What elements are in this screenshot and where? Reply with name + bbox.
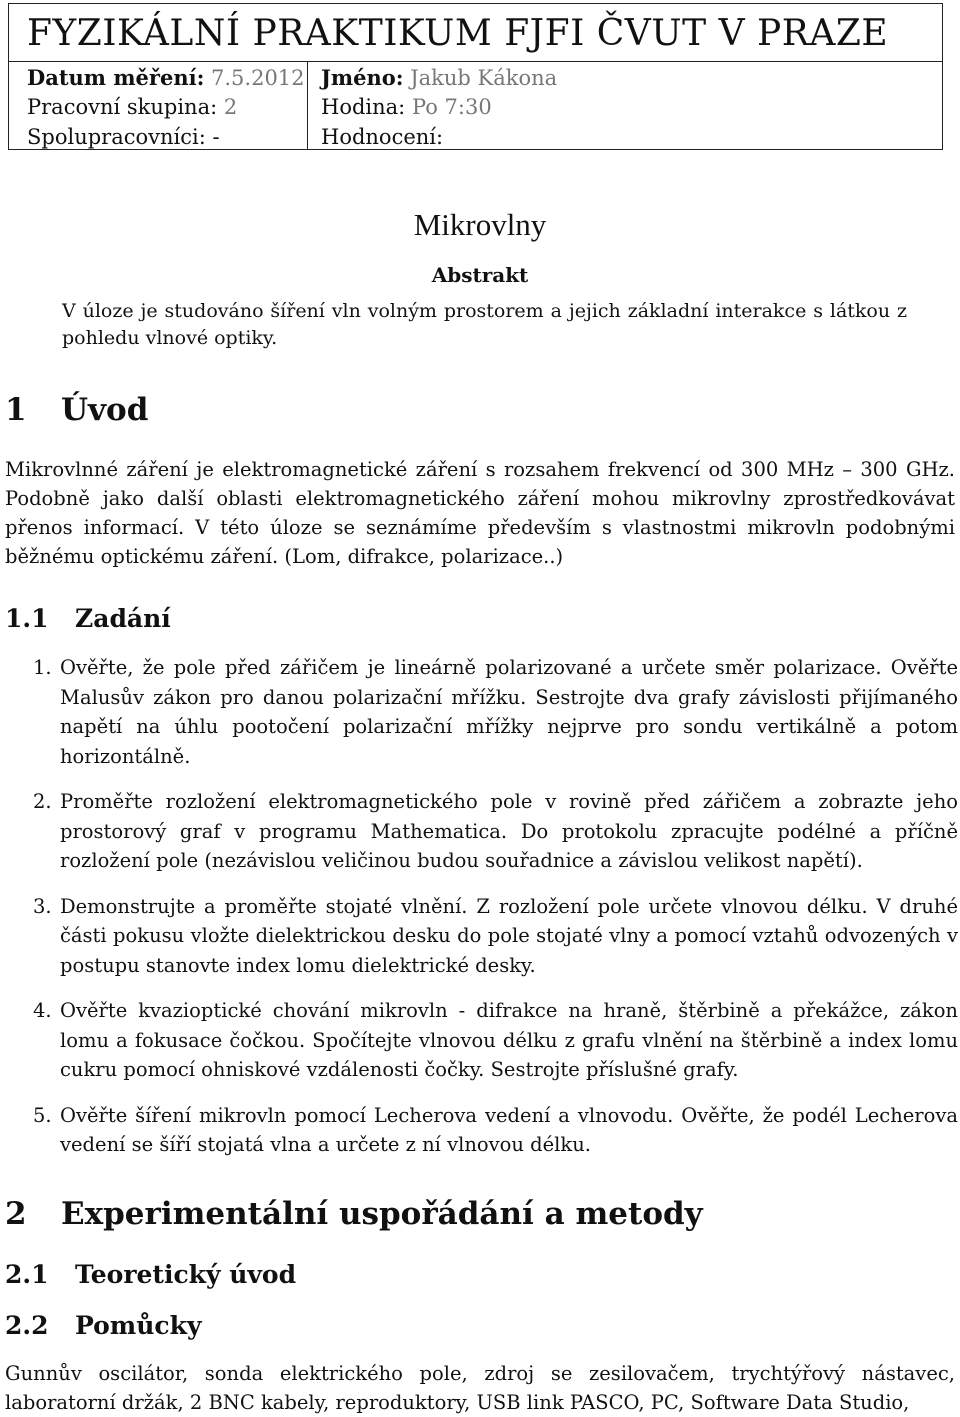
list-item-text: Ověřte kvazioptické chování mikrovln - difrakce na hraně, štěrbině a překážce, zákon lomu a fokusace čočkou. Spočítejte vlnovou délku z grafu vlnění na štěrbině a index lomu cukru pomocí ohniskové vzdálenosti čočky. Sestrojte příslušné grafy. [60, 999, 958, 1081]
section-number: 2.2 [5, 1311, 49, 1340]
section-2-heading [5, 1196, 703, 1232]
list-item-text: Demonstrujte a proměřte stojaté vlnění. Z rozložení pole určete vlnovou délku. V druhé části pokusu vložte dielektrickou desku do pole stojaté vlny a pomocí vztahů odvozených v postupu stanovte index lomu dielektrické desky. [60, 894, 958, 977]
rating-cell [321, 125, 443, 150]
list-item [0, 892, 958, 981]
list-item [0, 996, 958, 1085]
section-number: 1.1 [5, 604, 49, 633]
group-value: 2 [223, 95, 238, 119]
section-1-1-heading [5, 604, 171, 633]
list-item-text: Ověřte, že pole před zářičem je lineárně polarizované a určete směr polarizace. Ověřte Malusův zákon pro danou polarizační mřížku. Sestrojte dva grafy závislosti přijímaného napětí na úhlu pootočení polarizační mřížky nejprve pro sondu vertikálně a potom horizontálně. [60, 656, 958, 768]
rating-label: Hodnocení: [321, 125, 444, 149]
section-title: Zadání [75, 604, 171, 633]
date-value: 7.5.2012 [211, 66, 305, 90]
list-item [0, 653, 958, 771]
divider [307, 61, 308, 149]
section-title: Úvod [61, 392, 149, 428]
section-title: Pomůcky [75, 1311, 202, 1340]
coworkers-label: Spolupracovníci: [27, 125, 206, 149]
list-item [0, 787, 958, 876]
hour-cell [321, 95, 492, 120]
task-list [0, 653, 958, 1176]
abstract-heading: Abstrakt [431, 263, 529, 287]
date-label: Datum měření: [27, 65, 205, 90]
divider [9, 61, 942, 62]
abstract-text: V úloze je studováno šíření vln volným prostorem a jejich základní interakce s látkou z pohledu vlnové optiky. [62, 300, 907, 349]
section-2-2-heading [5, 1311, 202, 1340]
list-item [0, 1101, 958, 1160]
list-item-number: 2. [33, 790, 52, 813]
list-item-number: 5. [33, 1103, 52, 1127]
section-number: 2.1 [5, 1260, 49, 1289]
section-1-heading [5, 392, 148, 428]
section-title: Experimentální uspořádání a metody [61, 1196, 703, 1232]
section-1-text: Mikrovlnné záření je elektromagnetické záření s rozsahem frekvencí od 300 MHz – 300 GHz. Podobně jako další oblasti elektromagnetického záření mohou mikrovlny zprostředkovávat přenos informací. V této úloze se seznámíme především s vlastnostmi mikrovln podobnými běžnému optickému záření. (Lom, difrakce, polarizace..) [5, 458, 955, 568]
hour-label: Hodina: [321, 95, 406, 119]
list-item-text: Proměřte rozložení elektromagnetického pole v rovině před zářičem a zobrazte jeho prostorový graf v programu Mathematica. Do protokolu zpracujte podélné a příčně rozložení pole (nezávislou veličinou budou souřadnice a závislou velikost napětí). [60, 790, 958, 872]
coworkers-cell [27, 125, 220, 150]
section-number: 1 [5, 392, 27, 428]
group-label: Pracovní skupina: [27, 95, 218, 119]
section-2-2-text: Gunnův oscilátor, sonda elektrického pole, zdroj se zesilovačem, trychtýřový nástavec, laboratorní držák, 2 BNC kabely, reproduktory, USB link PASCO, PC, Software Data Studio, [5, 1362, 955, 1414]
section-title: Teoretický úvod [75, 1260, 297, 1289]
name-cell [321, 65, 557, 91]
group-cell [27, 95, 237, 120]
name-value: Jakub Kákona [410, 66, 558, 90]
name-label: Jméno: [321, 65, 404, 90]
list-item-text: Ověřte šíření mikrovln pomocí Lecherova vedení a vlnovodu. Ověřte, že podél Lecherova vedení se šíří stojatá vlna a určete z ní vlnovou délku. [60, 1103, 958, 1156]
hour-value: Po 7:30 [411, 95, 492, 119]
section-2-1-heading [5, 1260, 296, 1289]
header-title: FYZIKÁLNÍ PRAKTIKUM FJFI ČVUT V PRAZE [27, 13, 889, 54]
date-cell [27, 65, 305, 91]
list-item-number: 1. [33, 656, 52, 679]
coworkers-value: - [212, 125, 220, 149]
list-item-number: 4. [33, 999, 52, 1022]
document-title: Mikrovlny [413, 207, 547, 242]
section-number: 2 [5, 1196, 27, 1232]
list-item-number: 3. [33, 894, 52, 918]
header-box [8, 3, 943, 150]
